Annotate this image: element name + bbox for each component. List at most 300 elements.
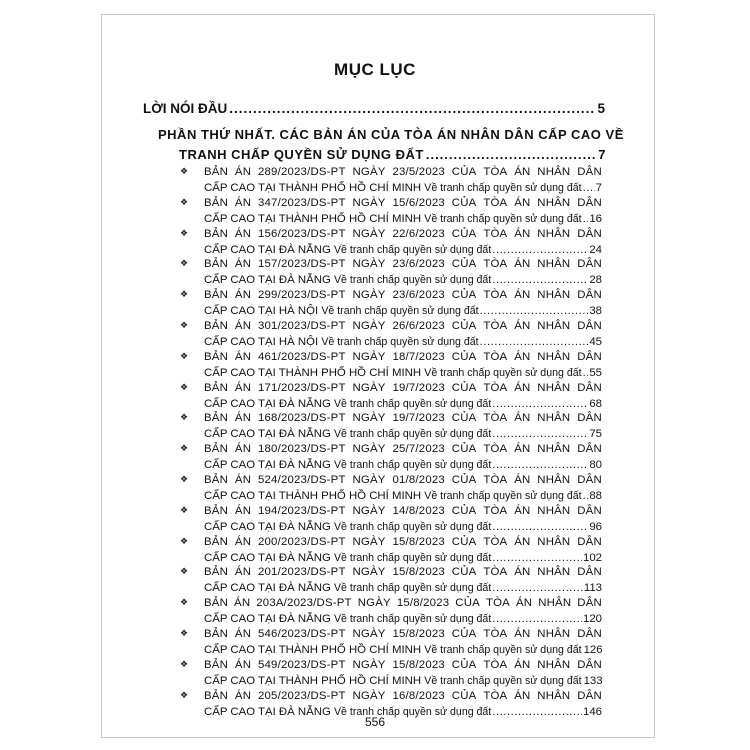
entry-heading-word: CỦA [451, 689, 477, 702]
entry-heading-word: ÁN [514, 166, 531, 178]
entry-heading-word: TÒA [483, 227, 508, 240]
entry-heading-word: ÁN [234, 474, 252, 486]
diamond-bullet-icon: ❖ [180, 628, 189, 638]
entry-topic: Về tranh chấp quyền sử dụng đất [424, 490, 582, 502]
entry-heading-word: ÁN [234, 320, 252, 332]
entry-heading-word: ÁN [234, 350, 252, 363]
entry-heading-word: CỦA [451, 196, 477, 209]
leader-dots [229, 101, 595, 116]
diamond-bullet-icon: ❖ [180, 504, 189, 515]
entry-court: CẤP CAO TẠI THÀNH PHỐ HỒ CHÍ MINH [204, 366, 422, 379]
page-number: 556 [364, 715, 386, 729]
entry-heading-word: 299/2023/DS-PT [257, 289, 346, 302]
entry-heading [204, 505, 602, 517]
entry-heading-word: NHÂN [537, 166, 571, 178]
entry-topic: Về tranh chấp quyền sử dụng đất [333, 274, 492, 287]
entry-heading-word: NGÀY [352, 504, 386, 517]
entry-court: CẤP CAO TẠI THÀNH PHỐ HỒ CHÍ MINH [204, 674, 422, 687]
entry-subline [204, 552, 602, 564]
preface-page: 5 [597, 101, 605, 116]
entry-page: 102 [582, 551, 602, 564]
entry-topic: Về tranh chấp quyền sử dụng đất [333, 459, 492, 472]
entry-subline [204, 213, 602, 225]
entry-heading-word: DÂN [577, 566, 602, 579]
entry-heading-word: TÒA [483, 535, 508, 548]
entry-heading-word: BẢN [204, 258, 229, 271]
entry-heading-word: DÂN [577, 289, 602, 302]
entry-heading-word: CỦA [451, 566, 477, 579]
entry-heading [204, 628, 602, 640]
entry-heading-word: ÁN [234, 504, 252, 517]
entry-heading [204, 566, 602, 578]
entry-heading-word: TÒA [483, 412, 508, 425]
entry-heading-word: ÁN [514, 658, 531, 671]
entry-heading-word: 194/2023/DS-PT [257, 504, 346, 517]
entry-heading-word: BẢN [204, 320, 229, 332]
diamond-bullet-icon: ❖ [180, 597, 189, 608]
entry-heading-word: ÁN [514, 258, 531, 271]
entry-court: CẤP CAO TẠI ĐÀ NẴNG [204, 520, 331, 533]
entry-subline [204, 336, 602, 348]
entry-heading-word: NHÂN [537, 289, 571, 302]
entry-heading-word: BẢN [204, 443, 229, 456]
entry-heading-word: 26/6/2023 [392, 320, 445, 332]
entry-heading-word: DÂN [577, 504, 602, 517]
entry-page: 45 [589, 336, 602, 348]
entry-heading-word: ÁN [234, 658, 252, 671]
entry-court: CẤP CAO TẠI ĐÀ NẴNG [204, 551, 331, 564]
entry-heading-word: DÂN [577, 628, 602, 640]
entry-heading-word: CỦA [455, 597, 480, 610]
entry-heading-word: NHÂN [537, 381, 571, 394]
entry-page: 68 [589, 397, 602, 410]
entry-heading-word: NHÂN [537, 258, 571, 271]
part1-title-line1[interactable]: PHẦN THỨ NHẤT. CÁC BẢN ÁN CỦA TÒA ÁN NHÂN DÂN CẤP CAO VỀ [158, 127, 624, 142]
entry-heading-word: TÒA [483, 350, 508, 363]
entry-subline [204, 367, 602, 379]
entry-subline [204, 582, 602, 594]
entry-heading-word: NHÂN [538, 597, 572, 610]
entry-court: CẤP CAO TẠI ĐÀ NẴNG [204, 705, 331, 718]
leader-dots [492, 521, 588, 533]
entry-heading-word: 347/2023/DS-PT [257, 196, 346, 209]
entry-heading-word: 524/2023/DS-PT [257, 474, 346, 486]
entry-heading-word: 301/2023/DS-PT [257, 320, 346, 332]
entry-heading-word: DÂN [577, 320, 602, 332]
entry-heading-word: NGÀY [352, 566, 386, 579]
entry-heading-word: TÒA [483, 258, 508, 271]
entry-heading-word: ÁN [234, 166, 252, 178]
entry-heading-word: CỦA [451, 412, 477, 425]
entry-heading-word: NGÀY [352, 166, 386, 178]
entry-heading-word: ÁN [514, 320, 531, 332]
entry-page: 96 [589, 520, 602, 533]
diamond-bullet-icon: ❖ [180, 412, 189, 423]
entry-topic: Về tranh chấp quyền sử dụng đất [333, 520, 492, 533]
entry-heading-word: 23/6/2023 [392, 258, 445, 271]
entry-heading-word: 25/7/2023 [392, 443, 445, 456]
entry-heading-word: TÒA [483, 566, 508, 579]
entry-heading-word: 201/2023/DS-PT [257, 566, 346, 579]
entry-heading-word: TÒA [483, 166, 508, 178]
entry-heading-word: BẢN [204, 227, 229, 240]
entry-heading-word: 01/8/2023 [392, 474, 445, 486]
entry-heading-word: NHÂN [537, 443, 571, 456]
entry-heading-word: DÂN [577, 350, 602, 363]
leader-dots [492, 459, 588, 471]
entry-heading [204, 536, 602, 548]
entry-heading-word: DÂN [577, 535, 602, 548]
entry-page: 75 [589, 428, 602, 441]
entry-subline [204, 305, 602, 317]
diamond-bullet-icon: ❖ [180, 350, 189, 361]
entry-page: 126 [583, 644, 603, 656]
entry-heading-word: 546/2023/DS-PT [257, 628, 346, 640]
entry-page: 133 [583, 674, 603, 687]
entry-heading-word: 19/7/2023 [392, 381, 445, 394]
entry-heading-word: NGÀY [352, 658, 386, 671]
entry-topic: Về tranh chấp quyền sử dụng đất [333, 613, 492, 626]
entry-heading-word: 156/2023/DS-PT [257, 227, 346, 240]
entry-heading-word: ÁN [234, 227, 252, 240]
entry-heading-word: ÁN [234, 597, 251, 610]
entry-heading-word: BẢN [204, 412, 229, 425]
entry-heading-word: BẢN [204, 504, 229, 517]
entry-heading-word: TÒA [483, 320, 508, 332]
entry-heading-word: CỦA [451, 350, 477, 363]
entry-heading-word: ÁN [234, 412, 252, 425]
entry-heading [204, 320, 602, 332]
entry-heading-word: 205/2023/DS-PT [257, 689, 346, 702]
entry-subline [204, 490, 602, 502]
entry-heading-word: TÒA [483, 504, 508, 517]
entry-heading-word: CỦA [451, 535, 477, 548]
entry-subline [204, 398, 602, 410]
entry-heading-word: NHÂN [537, 227, 571, 240]
entry-heading-word: 15/8/2023 [392, 535, 445, 548]
entry-court: CẤP CAO TẠI HÀ NỘI [204, 305, 319, 318]
toc-preface[interactable] [143, 101, 605, 116]
entry-heading-word: BẢN [204, 689, 229, 702]
entry-topic: Về tranh chấp quyền sử dụng đất [424, 182, 582, 194]
entry-page: 113 [583, 582, 602, 595]
leader-dots [583, 367, 589, 379]
entry-heading-word: 180/2023/DS-PT [257, 443, 346, 456]
entry-heading [204, 443, 602, 455]
entry-page: 28 [589, 274, 602, 287]
entry-subline [204, 274, 602, 286]
diamond-bullet-icon: ❖ [180, 258, 189, 269]
entry-heading-word: TÒA [483, 689, 508, 702]
entry-heading-word: ÁN [234, 628, 252, 640]
entry-heading-word: DÂN [577, 474, 602, 486]
entry-heading-word: CỦA [451, 504, 477, 517]
entry-heading-word: NHÂN [537, 628, 571, 640]
entry-heading-word: DÂN [577, 597, 602, 610]
leader-dots [492, 274, 588, 286]
preface-label: LỜI NÓI ĐẦU [143, 101, 228, 116]
entry-heading-word: ÁN [514, 289, 531, 302]
entry-page: 80 [589, 459, 602, 472]
entry-heading-word: 23/6/2023 [392, 289, 445, 302]
entry-heading-word: DÂN [577, 381, 602, 394]
part1-title-line2: TRANH CHẤP QUYỀN SỬ DỤNG ĐẤT [179, 147, 424, 162]
entry-topic: Về tranh chấp quyền sử dụng đất [321, 336, 479, 348]
entry-heading-word: 15/6/2023 [392, 196, 445, 209]
entry-heading-word: BẢN [204, 535, 229, 548]
entry-topic: Về tranh chấp quyền sử dụng đất [333, 397, 492, 410]
entry-heading-word: BẢN [204, 566, 229, 579]
entry-heading-word: NHÂN [537, 196, 571, 209]
entry-page: 55 [589, 366, 602, 379]
entry-heading-word: BẢN [204, 628, 229, 640]
entry-heading-word: NGÀY [352, 196, 386, 209]
leader-dots [480, 305, 589, 317]
entry-heading [204, 474, 602, 486]
entry-topic: Về tranh chấp quyền sử dụng đất [424, 366, 582, 379]
entry-heading-word: 203A/2023/DS-PT [256, 597, 352, 610]
diamond-bullet-icon: ❖ [180, 689, 189, 700]
entry-subline [204, 244, 602, 256]
entry-heading-word: DÂN [577, 166, 602, 178]
entry-heading-word: DÂN [577, 227, 602, 240]
entry-heading-word: NGÀY [352, 227, 386, 240]
entry-heading-word: 157/2023/DS-PT [257, 258, 346, 271]
part1-page: 7 [598, 147, 606, 162]
entry-heading-word: TÒA [483, 196, 508, 209]
entry-heading-word: BẢN [204, 658, 229, 671]
entry-heading-word: BẢN [204, 289, 229, 302]
entry-heading-word: DÂN [577, 443, 602, 456]
entry-heading-word: NGÀY [352, 289, 386, 302]
entry-heading-word: NHÂN [537, 504, 571, 517]
entry-heading [204, 228, 602, 240]
entry-heading-word: TÒA [483, 474, 508, 486]
diamond-bullet-icon: ❖ [180, 566, 189, 577]
entry-heading-word: 549/2023/DS-PT [257, 658, 346, 671]
entry-page: 24 [589, 243, 602, 256]
entry-heading-word: 15/8/2023 [392, 658, 445, 671]
entry-heading [204, 659, 602, 671]
entry-subline [204, 675, 602, 687]
entry-heading-word: NGÀY [352, 320, 386, 332]
entry-court: CẤP CAO TẠI ĐÀ NẴNG [204, 428, 331, 441]
entry-subline [204, 644, 602, 656]
toc-part1[interactable] [179, 147, 606, 162]
entry-subline [204, 428, 602, 440]
leader-dots [583, 213, 589, 225]
leader-dots [492, 582, 583, 594]
leader-dots [492, 552, 582, 564]
entry-heading-word: BẢN [204, 350, 229, 363]
entry-topic: Về tranh chấp quyền sử dụng đất [333, 243, 492, 256]
entry-heading-word: CỦA [451, 658, 477, 671]
entry-subline [204, 459, 602, 471]
entry-heading-word: 15/8/2023 [392, 628, 445, 640]
diamond-bullet-icon: ❖ [180, 320, 189, 330]
entry-heading-word: BẢN [204, 166, 229, 178]
entry-heading-word: NHÂN [537, 658, 571, 671]
entry-heading-word: BẢN [204, 474, 229, 486]
entry-heading [204, 597, 602, 609]
entry-heading-word: 168/2023/DS-PT [257, 412, 346, 425]
entry-heading-word: NGÀY [352, 535, 386, 548]
entry-heading-word: NHÂN [537, 474, 571, 486]
entry-court: CẤP CAO TẠI ĐÀ NẴNG [204, 613, 331, 626]
entry-heading-word: CỦA [451, 628, 477, 640]
entry-heading-word: 14/8/2023 [392, 504, 445, 517]
entry-heading-word: ÁN [514, 535, 531, 548]
entry-heading [204, 197, 602, 209]
entry-heading-word: ÁN [234, 443, 252, 456]
entry-heading [204, 690, 602, 702]
entry-heading-word: ÁN [514, 350, 531, 363]
entry-topic: Về tranh chấp quyền sử dụng đất [333, 428, 492, 441]
entry-heading-word: CỦA [451, 443, 477, 456]
entry-subline [204, 521, 602, 533]
entry-heading-word: CỦA [451, 258, 477, 271]
entry-heading-word: NGÀY [352, 381, 386, 394]
entry-heading-word: DÂN [577, 412, 602, 425]
entry-heading-word: NHÂN [537, 350, 571, 363]
entry-heading-word: DÂN [577, 258, 602, 271]
entry-heading-word: ÁN [234, 689, 252, 702]
entry-heading-word: CỦA [451, 227, 477, 240]
entry-heading-word: CỦA [451, 320, 477, 332]
entry-topic: Về tranh chấp quyền sử dụng đất [321, 305, 479, 318]
entry-heading-word: ÁN [514, 689, 531, 702]
diamond-bullet-icon: ❖ [180, 166, 189, 176]
entry-subline [204, 182, 602, 194]
entry-page: 88 [589, 490, 602, 502]
entry-court: CẤP CAO TẠI ĐÀ NẴNG [204, 459, 331, 472]
entry-heading-word: DÂN [577, 196, 602, 209]
entry-heading-word: NHÂN [537, 320, 571, 332]
entry-heading-word: 16/8/2023 [392, 689, 445, 702]
diamond-bullet-icon: ❖ [180, 658, 189, 669]
entry-heading-word: ÁN [234, 258, 252, 271]
entry-topic: Về tranh chấp quyền sử dụng đất [424, 212, 582, 225]
entry-heading-word: ÁN [234, 566, 252, 579]
entry-court: CẤP CAO TẠI THÀNH PHỐ HỒ CHÍ MINH [204, 212, 422, 225]
entry-heading-word: ÁN [514, 504, 531, 517]
entry-page: 16 [589, 212, 602, 225]
entry-heading-word: NHÂN [537, 689, 571, 702]
entry-heading-word: ÁN [515, 597, 533, 610]
entry-heading-word: TÒA [483, 658, 508, 671]
entry-heading-word: ÁN [234, 289, 252, 302]
entry-heading-word: ÁN [234, 535, 252, 548]
entry-heading-word: 200/2023/DS-PT [257, 535, 346, 548]
entry-heading-word: ÁN [234, 381, 252, 394]
entry-court: CẤP CAO TẠI THÀNH PHỐ HỒ CHÍ MINH [204, 182, 422, 194]
entry-heading-word: 19/7/2023 [392, 412, 445, 425]
entry-heading-word: 18/7/2023 [392, 350, 445, 363]
entry-heading [204, 289, 602, 301]
entry-heading-word: NGÀY [352, 443, 386, 456]
entry-topic: Về tranh chấp quyền sử dụng đất [424, 674, 582, 687]
entry-court: CẤP CAO TẠI ĐÀ NẴNG [204, 243, 331, 256]
entry-heading-word: ÁN [514, 474, 531, 486]
entry-heading-word: BẢN [204, 196, 229, 209]
page-title: MỤC LỤC [334, 60, 416, 79]
diamond-bullet-icon: ❖ [180, 535, 189, 546]
diamond-bullet-icon: ❖ [180, 196, 189, 207]
entry-court: CẤP CAO TẠI THÀNH PHỐ HỒ CHÍ MINH [204, 644, 422, 656]
entry-heading [204, 351, 602, 363]
entry-heading-word: ÁN [514, 227, 531, 240]
entry-heading-word: NGÀY [357, 597, 391, 610]
entry-heading [204, 382, 602, 394]
entry-court: CẤP CAO TẠI THÀNH PHỐ HỒ CHÍ MINH [204, 490, 422, 502]
diamond-bullet-icon: ❖ [180, 227, 189, 238]
entry-heading-word: CỦA [451, 474, 477, 486]
entry-heading-word: TÒA [483, 443, 508, 456]
entry-heading-word: ÁN [234, 196, 252, 209]
leader-dots [492, 244, 588, 256]
entry-heading-word: 23/5/2023 [392, 166, 445, 178]
entry-page: 7 [595, 182, 602, 194]
entry-heading-word: TÒA [483, 628, 508, 640]
entry-heading-word: DÂN [577, 689, 602, 702]
leader-dots [492, 428, 588, 440]
entry-topic: Về tranh chấp quyền sử dụng đất [333, 705, 492, 718]
entry-heading [204, 166, 602, 178]
entry-heading-word: NGÀY [352, 474, 386, 486]
entry-page: 120 [582, 613, 602, 626]
entry-heading-word: 171/2023/DS-PT [257, 381, 346, 394]
entry-heading-word: ÁN [514, 566, 531, 579]
leader-dots [492, 613, 582, 625]
entry-heading-word: ÁN [514, 628, 531, 640]
entry-heading-word: ÁN [514, 443, 531, 456]
entry-heading-word: 15/8/2023 [392, 566, 445, 579]
leader-dots [426, 147, 596, 162]
entry-heading-word: BẢN [204, 381, 229, 394]
entry-topic: Về tranh chấp quyền sử dụng đất [333, 582, 492, 595]
diamond-bullet-icon: ❖ [180, 381, 189, 392]
diamond-bullet-icon: ❖ [180, 474, 189, 484]
leader-dots [492, 398, 588, 410]
leader-dots [480, 336, 589, 348]
entry-heading-word: 461/2023/DS-PT [257, 350, 346, 363]
entry-heading [204, 412, 602, 424]
entry-heading-word: NGÀY [352, 628, 386, 640]
leader-dots [583, 182, 595, 194]
entry-heading-word: CỦA [451, 289, 477, 302]
diamond-bullet-icon: ❖ [180, 289, 189, 300]
entry-heading-word: TÒA [485, 597, 510, 610]
entry-heading-word: CỦA [451, 381, 477, 394]
entry-heading-word: DÂN [577, 658, 602, 671]
entry-heading-word: 22/6/2023 [392, 227, 445, 240]
entry-court: CẤP CAO TẠI ĐÀ NẴNG [204, 274, 331, 287]
entry-heading-word: CỦA [451, 166, 477, 178]
entry-heading-word: TÒA [483, 289, 508, 302]
entry-heading-word: NGÀY [352, 350, 386, 363]
entry-court: CẤP CAO TẠI HÀ NỘI [204, 336, 319, 348]
entry-heading-word: ÁN [514, 196, 531, 209]
entry-topic: Về tranh chấp quyền sử dụng đất [424, 644, 582, 656]
entry-heading [204, 258, 602, 270]
entry-heading-word: NGÀY [352, 258, 386, 271]
entry-page: 146 [582, 705, 602, 718]
entry-heading-word: 15/8/2023 [396, 597, 450, 610]
entry-heading-word: NHÂN [537, 412, 571, 425]
entry-court: CẤP CAO TẠI ĐÀ NẴNG [204, 582, 331, 595]
entry-heading-word: NHÂN [537, 535, 571, 548]
entry-subline [204, 613, 602, 625]
